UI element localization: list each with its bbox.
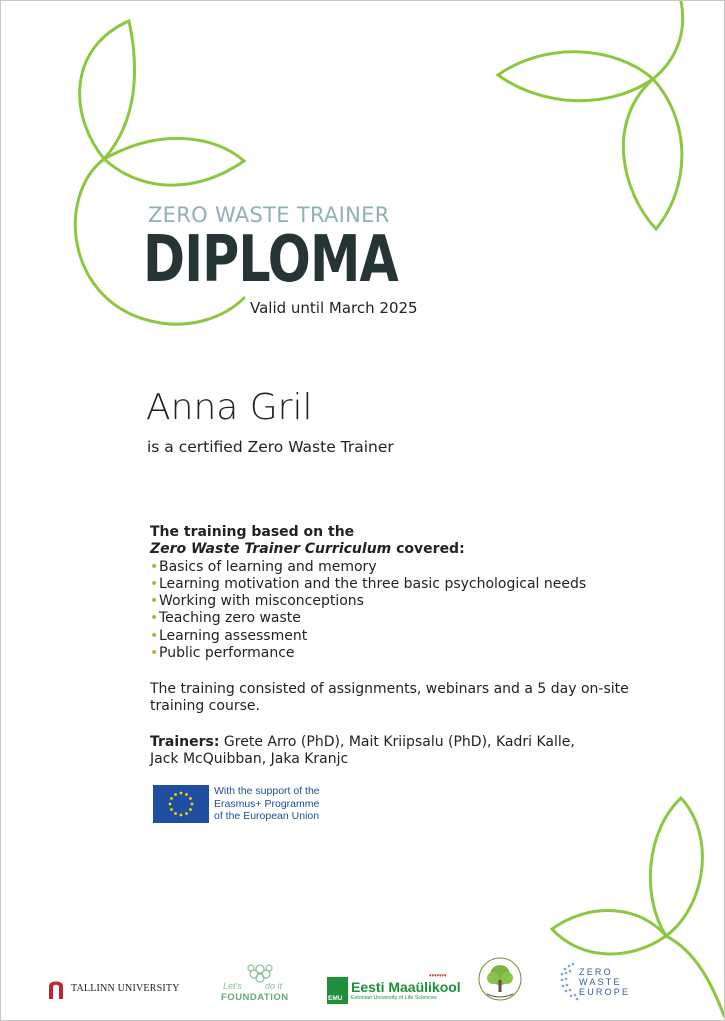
topic-item: • Teaching zero waste — [150, 610, 670, 627]
leaf-decoration — [1, 1, 725, 1021]
ecology-tree-logo — [477, 956, 523, 1007]
emu-subtitle: Estonian University of Life Sciences — [351, 995, 437, 1001]
diploma-subtitle: ZERO WASTE TRAINER — [148, 203, 390, 227]
erasmus-line-3: of the European Union — [214, 810, 320, 823]
zwe-line-1: ZERO — [579, 967, 613, 977]
emu-badge-icon — [327, 977, 348, 1004]
zero-waste-europe-logo — [557, 959, 647, 1005]
lets-do-it-logo — [221, 961, 299, 1005]
topic-item: • Learning assessment — [150, 628, 670, 645]
training-format: The training consisted of assignments, webinars and a 5 day on-site training course. — [150, 681, 629, 715]
leaf-bottom-right-stem — [666, 936, 724, 1016]
zero-waste-europe-text — [579, 967, 630, 997]
erasmus-text — [214, 785, 320, 823]
emu-ornament: ▾▾▾▾▾▾▾ — [429, 973, 447, 979]
trainers-section — [150, 734, 620, 769]
topic-item: • Learning motivation and the three basic psychological needs — [150, 576, 670, 593]
training-section — [150, 524, 670, 662]
leaf-bottom-right-lower — [552, 911, 666, 954]
tallinn-university-icon — [47, 977, 65, 999]
trainers-names-1: Grete Arro (PhD), Mait Kriipsalu (PhD), Kadri Kalle, — [219, 734, 575, 750]
diploma-title: DIPLOMA — [143, 223, 398, 297]
leaf-top-right-horizontal — [498, 52, 653, 101]
do-it-text: do it — [265, 981, 283, 991]
trainers-names-2: Jack McQuibban, Jaka Kranjc — [150, 751, 349, 768]
tree-seal-icon — [477, 956, 523, 1002]
training-curriculum-line — [150, 541, 670, 558]
estonian-university-life-sciences-logo — [327, 973, 459, 1005]
tallinn-university-logo — [47, 977, 180, 999]
leaf-bottom-right-upper — [650, 798, 702, 936]
leaf-top-left-upper — [80, 21, 135, 159]
zwe-line-3: EUROPE — [579, 987, 631, 997]
training-intro: The training based on the — [150, 524, 355, 540]
emu-title: Eesti Maaülikool — [351, 979, 461, 995]
trainers-label: Trainers: — [150, 734, 220, 750]
zwe-line-2: WASTE — [579, 977, 622, 987]
certification-statement: is a certified Zero Waste Trainer — [147, 438, 394, 456]
eu-flag-icon — [153, 785, 209, 823]
topic-item: • Public performance — [150, 645, 670, 662]
covered-label: covered: — [391, 541, 465, 558]
erasmus-support — [153, 785, 320, 823]
tallinn-university-text: TALLINN UNIVERSITY — [71, 982, 180, 994]
curriculum-name: Zero Waste Trainer Curriculum — [150, 541, 392, 558]
erasmus-line-2: Erasmus+ Programme — [214, 797, 320, 810]
topic-item: • Working with misconceptions — [150, 593, 670, 610]
validity-text: Valid until March 2025 — [250, 299, 418, 317]
leaf-top-right-stem — [653, 1, 683, 79]
topics-list — [150, 559, 670, 663]
recipient-name: Anna Gril — [146, 387, 313, 428]
leaf-top-left-lower — [104, 138, 244, 185]
lets-text: Let's — [223, 981, 242, 991]
foundation-text: FOUNDATION — [221, 992, 289, 1003]
topic-item: • Basics of learning and memory — [150, 559, 670, 576]
leaf-top-right-vertical — [623, 79, 682, 229]
lets-do-it-icon — [221, 961, 299, 983]
emu-badge-text: EMU — [328, 995, 343, 1002]
erasmus-line-1: With the support of the — [214, 785, 320, 798]
